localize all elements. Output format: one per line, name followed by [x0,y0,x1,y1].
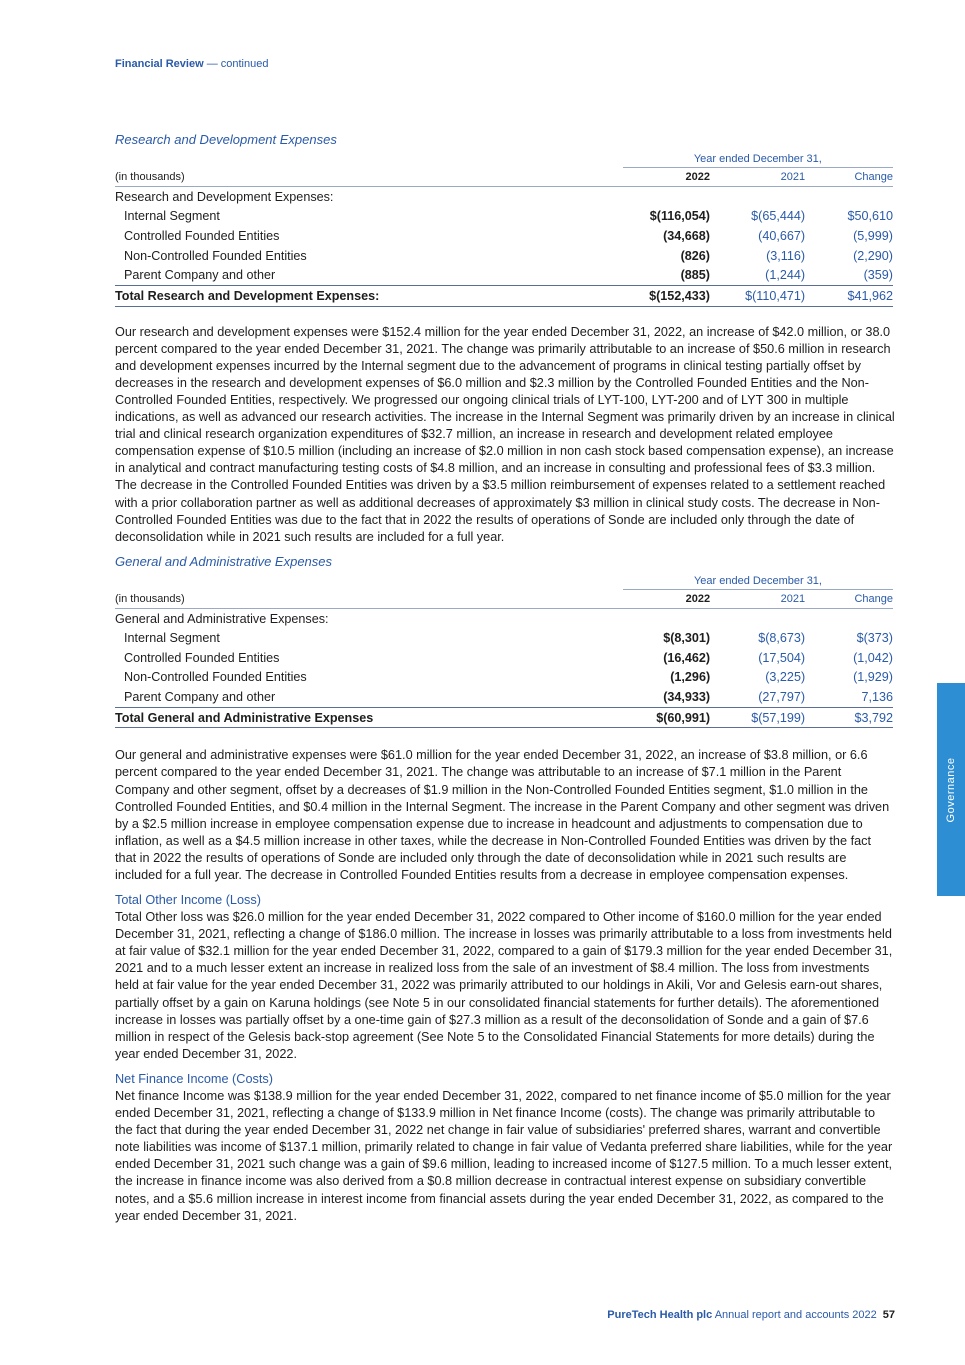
value-2021: (3,225) [765,670,806,685]
page-number: 57 [882,1309,895,1321]
value-2022: (34,668) [663,228,710,243]
row-label: Non-Controlled Founded Entities [124,670,307,685]
ga-col-2022: 2022 [623,589,710,608]
finance-paragraph: Net finance Income was $138.9 million for the year ended December 31, 2022, compared to net finance income of $5.0 million for the year ended December 31, 2021, reflecting a change of $133.9 million in Net finance Income (costs). The change was primarily attributable to the fact that during the year ended December 31, 2022 net change in fair value of subsidiaries' preferred shares, warrant and convertible note liabilities was income of $137.1 million, primarily related to change in fair value of Vedanta preferred share liabilities, while for the year ended December 31, 2021 such change was a gain of $9.6 million, leading to increased income of $127.5 million. To a much lesser extent, the increase in finance income was also derived from a $0.8 million decrease in contractual interest expense on subsidiary convertible notes, and a $5.6 million increase in interest income from financial assets during the year ended December 31, 2022, as compared to the year ended December 31, 2021. [115,1088,893,1223]
rd-total-row [115,285,893,306]
total-change: $41,962 [805,285,893,306]
value-change: $50,610 [847,209,893,224]
total-2022: $(152,433) [623,285,710,306]
ga-year-header: Year ended December 31, [623,573,893,590]
table-row [115,687,893,707]
value-2022: (826) [680,248,710,263]
ga-unit-label: (in thousands) [115,589,623,608]
ga-total-row [115,707,893,728]
value-2022: (885) [680,268,710,283]
total-2021: $(57,199) [710,707,805,728]
value-change: (1,929) [853,670,893,685]
value-2022: $(8,301) [663,631,711,646]
table-row [115,226,893,246]
ga-group-row [115,608,893,628]
value-2021: (40,667) [758,228,806,243]
value-change: $(373) [856,631,893,646]
value-2021: (3,116) [766,248,806,263]
page-content [115,132,895,1225]
value-2021: (17,504) [758,650,806,665]
table-row [115,265,893,285]
rd-section-title: Research and Development Expenses [115,132,337,147]
ga-table [115,573,893,729]
header-section: Financial Review [115,58,204,70]
table-row [115,668,893,688]
rd-year-header: Year ended December 31, [623,151,893,168]
table-row [115,628,893,648]
value-2021: (1,244) [765,268,806,283]
value-2022: $(116,054) [649,209,710,224]
header-suffix: — continued [203,58,269,70]
ga-group-label: General and Administrative Expenses: [115,611,329,626]
footer-report: Annual report and accounts 2022 [714,1309,877,1321]
rd-group-row [115,187,893,207]
value-2022: (16,462) [663,650,711,665]
table-row [115,648,893,668]
rd-year-header-row [115,151,893,168]
value-change: (359) [863,268,893,283]
page-footer [607,1309,895,1321]
side-tab-label: Governance [945,757,957,822]
ga-col-change: Change [805,589,893,608]
table-row [115,207,893,227]
ga-column-header-row [115,589,893,608]
rd-group-label: Research and Development Expenses: [115,189,334,204]
rd-col-2022: 2022 [623,168,710,187]
row-label: Parent Company and other [124,689,276,704]
rd-col-change: Change [805,168,893,187]
ga-year-header-row [115,573,893,590]
row-label: Internal Segment [124,209,220,224]
footer-company: PureTech Health plc [607,1309,713,1321]
row-label: Parent Company and other [124,268,276,283]
rd-paragraph: Our research and development expenses were $152.4 million for the year ended December 31, 2022, an increase of $42.0 million, or 38.0 percent compared to the year ended December 31, 2021. The change was primarily attributable to an increase of $50.6 million in research and development expenses incurred by the Internal segment due to the advancement of programs in clinical testing partially offset by decreases in the research and development expenses of $6.0 million and $2.3 million by the Controlled Founded Entities and the Non-Controlled Founded Entities, respectively. We progressed our ongoing clinical trials of LYT-100, LYT-200 and of LYT 300 in multiple indications, as well as advanced our research activities. The increase in the Internal Segment was primarily driven by an increase in clinical trial and clinical research organization expenditures of $32.7 million, an increase in research and development related employee compensation expense of $10.5 million (including an increase of $2.0 million in non cash stock based compensation expense), an increase in analytical and contract manufacturing testing costs of $4.8 million, and an increase in consulting and professional fees of $3.3 million. The decrease in the Controlled Founded Entities was driven by a $3.5 million reimbursement of expenses related to a settlement reached with a prior collaboration partner as well as additional decreases of approximately $3 million in clinical study costs. The decrease in Non-Controlled Founded Entities was due to the fact that in 2022 the results of operations of Sonde are included only through the date of deconsolidation while in 2021 such results are included for a full year. [115,324,895,544]
total-2021: $(110,471) [710,285,805,306]
row-label: Internal Segment [124,631,220,646]
finance-heading: Net Finance Income (Costs) [115,1071,273,1086]
value-2021: $(65,444) [751,209,806,224]
value-2021: $(8,673) [758,631,806,646]
row-label: Controlled Founded Entities [124,228,280,243]
value-2021: (27,797) [758,689,806,704]
value-2022: (34,933) [663,689,711,704]
table-row [115,246,893,266]
total-label: Total Research and Development Expenses: [115,285,623,306]
governance-side-tab[interactable] [937,683,965,896]
value-change: (5,999) [853,228,893,243]
other-income-paragraph: Total Other loss was $26.0 million for the year ended December 31, 2022 compared to Other income of $160.0 million for the year ended December 31, 2021, reflecting a change of $186.0 million. The increase in losses was primarily attributable to a loss from investments held at fair value of $32.1 million for the year ended December 31, 2022, compared to a gain of $179.3 million for the year ended December 31, 2021 and to a much lesser extent an increase in realized loss from the sale of an investment of $8.4 million. The loss from investments held at fair value for the year ended December 31, 2022 was primarily attributed to our holdings in Akili, Vor and Gelesis earn-out shares, partially offset by a gain on Karuna holdings (see Note 5 in our consolidated financial statements for further details). The aforementioned increase in losses was partially offset by a one-time gain of $27.3 million as a result of the deconsolidation of Sonde and a gain of $7.6 million in respect of the Gelesis back-stop agreement (See Note 5 to the Consolidated Financial Statements for more details) during the year ended December 31, 2022. [115,910,893,1061]
rd-col-2021: 2021 [710,168,805,187]
rd-table [115,151,893,307]
total-label: Total General and Administrative Expenses [115,707,623,728]
value-change: (2,290) [853,248,893,263]
running-header [115,58,268,70]
value-change: (1,042) [853,650,893,665]
other-income-heading: Total Other Income (Loss) [115,893,261,908]
rd-column-header-row [115,168,893,187]
rd-unit-label: (in thousands) [115,168,623,187]
total-2022: $(60,991) [623,707,710,728]
value-2022: (1,296) [670,670,711,685]
ga-section-title: General and Administrative Expenses [115,553,333,569]
row-label: Non-Controlled Founded Entities [124,248,307,263]
value-change: 7,136 [861,689,893,704]
ga-paragraph: Our general and administrative expenses were $61.0 million for the year ended December 31, 2022, an increase of $3.8 million, or 6.6 percent compared to the year ended December 31, 2021. The change was attributable to an increase of $7.1 million in the Parent Company and other segment, offset by a decreases of $1.9 million in the Non-Controlled Founded Entities segment, $1.0 million in the Controlled Founded Entities, and $0.4 million in the Internal Segment. The increase in the Parent Company and other segment was driven by a $2.5 million increase in employee compensation expense due to increase in headcount and adjustments to compensation due to inflation, as well as a $4.5 million increase in other taxes, while the decrease in Non-Controlled Founded Entities was driven by the fact that in 2022 the results of operations of Sonde are included only through the date of deconsolidation while in 2021 such results are included for a full year. The decrease in Controlled Founded Entities results from a decrease in employee compensation expenses. [115,748,890,882]
ga-col-2021: 2021 [710,589,805,608]
row-label: Controlled Founded Entities [124,650,280,665]
total-change: $3,792 [805,707,893,728]
